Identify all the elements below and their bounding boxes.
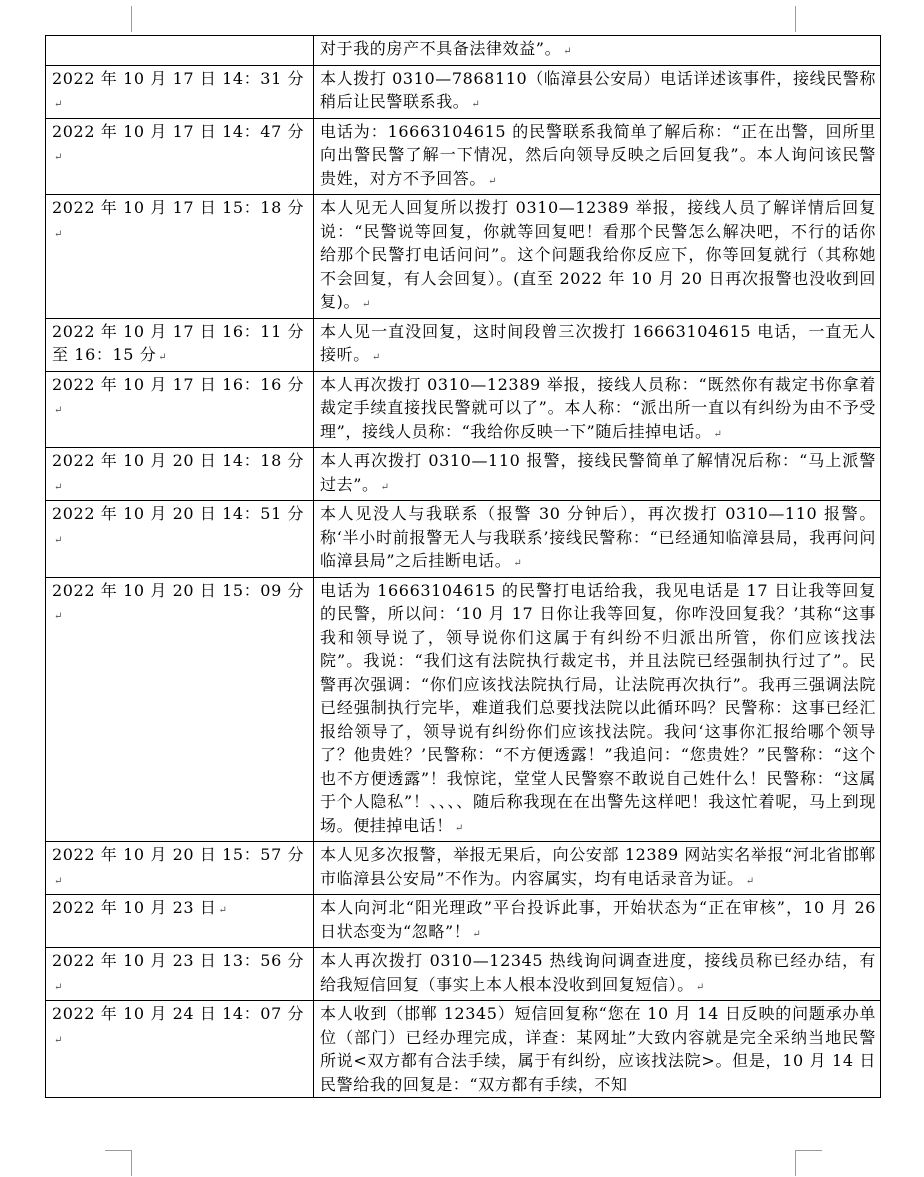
date-text: 2022 年 10 月 23 日 13：56 分 (52, 951, 305, 970)
paragraph-mark-icon: ↵ (362, 299, 372, 310)
paragraph-mark-icon: ↵ (158, 352, 168, 363)
paragraph-mark-icon: ↵ (745, 875, 755, 887)
date-text: 2022 年 10 月 17 日 14：31 分 (52, 68, 305, 88)
paragraph-mark-icon: ↵ (513, 558, 523, 569)
date-cell (46, 948, 314, 1001)
date-cell (46, 195, 314, 319)
crop-mark-bottom-left-horizontal (105, 1150, 131, 1151)
description-text: 本人向河北“阳光理政”平台投诉此事，开始状态为“正在审核”，10 月 26 日状态变为“忽略”！ (320, 898, 876, 941)
crop-mark-top-right (795, 6, 796, 32)
description-cell (314, 895, 881, 948)
description-text: 电话为 16663104615 的民警打电话给我，我见电话是 17 日让我等回复的民警，所以问：‘10 月 17 日你让我等回复，你咋没回复我？’其称“这事我和领导说了，领导说你们这属于有纠纷不归派出所管，你们应该找法院”。我说：“我们这有法院执行裁定书，并且法院已经强制执行过了”。民警再次强调：“你们应该找法院执行局，让法院再次执行”。我再三强调法院已经强制执行完毕，难道我们总要找法院以此循环吗？民警称：这事已经汇报给领导了，领导说有纠纷你们应该找法院。我问‘这事你汇报给哪个领导了？他贵姓？’民警称：“不方便透露！”我追问：“您贵姓？”民警称：“这个也不方便透露”！我惊诧，堂堂人民警察不敢说自己姓什么！民警称：“这属于个人隐私”！、、、、随后称我现在在出警先这样吧！我这忙着呢，马上到现场。便挂掉电话！ (320, 580, 876, 835)
table-row (46, 371, 881, 448)
paragraph-mark-icon: ↵ (472, 928, 482, 940)
paragraph-mark-icon: ↵ (54, 981, 63, 993)
description-cell (314, 448, 881, 501)
description-cell (314, 577, 881, 842)
description-text: 本人见无人回复所以拨打 0310—12389 举报，接线人员了解详情后回复说：“民警说等回复，你就等回复吧！看那个民警怎么解决吧，不行的话你给那个民警打电话问问”。这个问题我给你反应下，你等回复就行（其称她不会回复，有人会回复）。(直至 2022 年 10 月 20 日再次报警也没收到回复)。 (320, 198, 876, 311)
date-cell (46, 895, 314, 948)
paragraph-mark-icon: ↵ (563, 46, 573, 57)
description-cell (314, 195, 881, 319)
date-cell (46, 1001, 314, 1098)
table-row (46, 842, 881, 895)
table-row (46, 1001, 881, 1098)
paragraph-mark-icon: ↵ (54, 99, 63, 110)
date-text: 2022 年 10 月 17 日 14：47 分 (52, 121, 305, 141)
paragraph-mark-icon: ↵ (54, 481, 63, 493)
paragraph-mark-icon: ↵ (380, 481, 390, 493)
description-text: 本人再次拨打 0310—12389 举报，接线人员称：“既然你有裁定书你拿着裁定手续直接找民警就可以了”。本人称：“派出所一直以有纠纷为由不予受理”，接线人员称：“我给你反映一下”随后挂掉电话。 (320, 374, 876, 441)
date-text: 2022 年 10 月 20 日 15：57 分 (52, 845, 305, 864)
description-cell (314, 842, 881, 895)
table-row (46, 318, 881, 371)
paragraph-mark-icon: ↵ (454, 822, 464, 834)
date-cell (46, 318, 314, 371)
description-cell (314, 501, 881, 578)
paragraph-mark-icon: ↵ (54, 228, 63, 240)
description-text: 本人再次拨打 0310—110 报警，接线民警简单了解情况后称：“马上派警过去”。 (320, 451, 876, 494)
event-log-body (46, 36, 881, 1098)
description-cell (314, 118, 881, 195)
description-text: 本人见一直没回复，这时间段曾三次拨打 16663104615 电话，一直无人接听。 (320, 321, 876, 364)
description-text: 本人拨打 0310—7868110（临漳县公安局）电话详述该事件，接线民警称稍后让民警联系我。 (320, 68, 876, 111)
date-cell (46, 501, 314, 578)
table-row (46, 65, 881, 118)
date-text: 2022 年 10 月 17 日 16：16 分 (52, 374, 305, 394)
date-text: 2022 年 10 月 24 日 14：07 分 (52, 1004, 305, 1023)
date-cell (46, 371, 314, 448)
date-text: 2022 年 10 月 20 日 14：18 分 (52, 451, 305, 470)
paragraph-mark-icon: ↵ (218, 905, 228, 916)
paragraph-mark-icon: ↵ (471, 99, 481, 110)
description-text: 本人再次拨打 0310—12345 热线询问调查进度，接线员称已经办结，有给我短信回复（事实上本人根本没收到回复短信）。 (320, 951, 876, 994)
description-text: 本人收到（邯郸 12345）短信回复称“您在 10 月 14 日反映的问题承办单位（部门）已经办理完成，详查：某网址”大致内容就是完全采纳当地民警所说<双方都有合法手续，属于有纠纷，应该找法院>。但是，10 月 14 日民警给我的回复是：“双方都有手续，不知 (320, 1004, 876, 1094)
date-text: 2022 年 10 月 17 日 15：18 分 (52, 198, 305, 217)
paragraph-mark-icon: ↵ (371, 352, 381, 363)
crop-mark-top-left (131, 6, 132, 32)
description-text: 本人见没人与我联系（报警 30 分钟后），再次拨打 0310—110 报警。称‘半小时前报警无人与我联系’接线民警称：“已经通知临漳县局，我再问问临漳县局”之后挂断电话。 (320, 504, 876, 570)
description-cell (314, 948, 881, 1001)
date-cell (46, 65, 314, 118)
description-cell (314, 1001, 881, 1098)
paragraph-mark-icon: ↵ (54, 1034, 63, 1046)
description-cell (314, 65, 881, 118)
paragraph-mark-icon: ↵ (54, 405, 63, 416)
paragraph-mark-icon: ↵ (54, 534, 63, 546)
date-text: 2022 年 10 月 23 日 (52, 898, 217, 917)
date-cell (46, 577, 314, 842)
date-text: 2022 年 10 月 17 日 16：11 分至 16：15 分 (52, 321, 305, 364)
crop-mark-bottom-right-vertical (795, 1150, 796, 1176)
description-text: 本人见多次报警，举报无果后，向公安部 12389 网站实名举报“河北省邯郸市临漳县公安局”不作为。内容属实，均有电话录音为证。 (320, 845, 876, 888)
description-text: 对于我的房产不具备法律效益”。 (320, 39, 562, 58)
table-row (46, 195, 881, 319)
crop-mark-bottom-right-horizontal (796, 1150, 822, 1151)
paragraph-mark-icon: ↵ (54, 611, 63, 622)
table-row (46, 948, 881, 1001)
paragraph-mark-icon: ↵ (488, 175, 497, 187)
date-cell (46, 842, 314, 895)
table-row (46, 577, 881, 842)
date-text: 2022 年 10 月 20 日 15：09 分 (52, 580, 305, 600)
paragraph-mark-icon: ↵ (713, 428, 723, 440)
paragraph-mark-icon: ↵ (54, 875, 63, 887)
description-text: 电话为：16663104615 的民警联系我简单了解后称：“正在出警，回所里向出警民警了解一下情况，然后向领导反映之后回复我”。本人询问该民警贵姓，对方不予回答。 (320, 121, 876, 188)
description-cell (314, 318, 881, 371)
table-row (46, 448, 881, 501)
date-cell (46, 448, 314, 501)
table-row (46, 501, 881, 578)
description-cell (314, 36, 881, 66)
date-cell (46, 36, 314, 66)
date-cell (46, 118, 314, 195)
paragraph-mark-icon: ↵ (695, 981, 705, 993)
table-row (46, 895, 881, 948)
table-row (46, 36, 881, 66)
crop-mark-bottom-left-vertical (131, 1150, 132, 1176)
date-text: 2022 年 10 月 20 日 14：51 分 (52, 504, 305, 523)
table-row (46, 118, 881, 195)
description-cell (314, 371, 881, 448)
paragraph-mark-icon: ↵ (54, 152, 63, 163)
event-log-table (45, 35, 881, 1098)
